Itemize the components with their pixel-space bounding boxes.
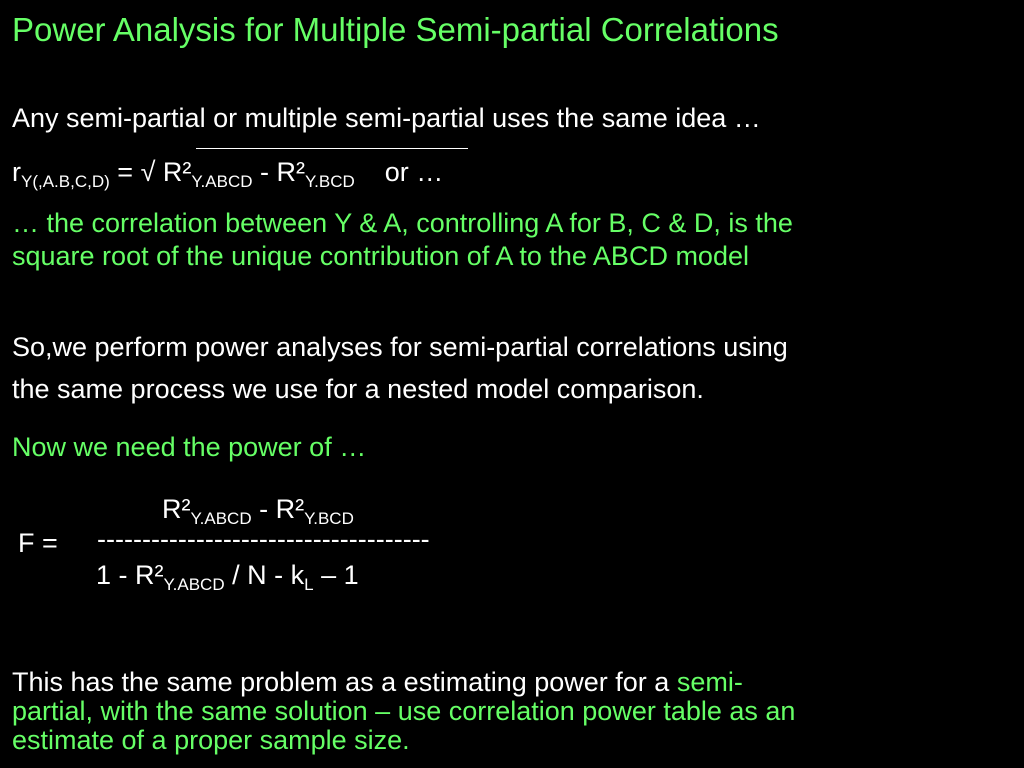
f-numerator xyxy=(162,492,354,526)
so-text xyxy=(12,326,788,410)
final-white: This has the same problem as a estimating power for a xyxy=(12,667,677,697)
num-minus: - R² xyxy=(251,494,305,524)
formula-minus: - R² xyxy=(252,157,305,187)
formula-or: or … xyxy=(384,157,444,187)
den-slash: / N - k xyxy=(224,560,305,590)
intro-text: Any semi-partial or multiple semi-partial uses the same idea … xyxy=(12,103,761,133)
slide-title: Power Analysis for Multiple Semi-partial Correlations xyxy=(12,11,779,48)
formula-term2-sub: Y.BCD xyxy=(305,172,355,191)
explanation-line-2: square root of the unique contribution of A to the ABCD model xyxy=(12,241,749,271)
formula-r: r xyxy=(12,157,21,187)
den-sub: Y.ABCD xyxy=(163,575,225,594)
num-sub-1: Y.ABCD xyxy=(190,509,252,528)
den-prefix: 1 - R² xyxy=(96,560,164,590)
sqrt-overbar xyxy=(196,148,468,149)
f-denominator xyxy=(96,558,359,592)
formula-term1: R² xyxy=(155,157,192,187)
explanation-line-1: … the correlation between Y & A, controlling A for B, C & D, is the xyxy=(12,208,793,238)
den-sub-2: L xyxy=(304,575,314,594)
formula-term1-sub: Y.ABCD xyxy=(191,172,253,191)
f-label: F = xyxy=(18,528,58,558)
num-r2: R² xyxy=(162,494,191,524)
fraction-dashes: ------------------------------------- xyxy=(97,524,430,554)
final-green-3: estimate of a proper sample size. xyxy=(12,725,410,755)
formula-r-sub: Y(,A.B,C,D) xyxy=(21,172,110,191)
final-green-1: semi- xyxy=(676,667,743,697)
num-sub-2: Y.BCD xyxy=(304,509,354,528)
formula-equals: = xyxy=(109,157,141,187)
sqrt-symbol: √ xyxy=(140,157,156,187)
so-line-2: the same process we use for a nested model comparison. xyxy=(12,374,704,404)
now-text: Now we need the power of … xyxy=(12,432,367,462)
explanation-text xyxy=(12,207,793,273)
formula-semipartial xyxy=(12,155,443,189)
den-suffix: – 1 xyxy=(313,560,359,590)
so-line-1: So,we perform power analyses for semi-partial correlations using xyxy=(12,332,788,362)
final-text xyxy=(12,668,1017,755)
final-green-2: partial, with the same solution – use correlation power table as an xyxy=(12,696,796,726)
